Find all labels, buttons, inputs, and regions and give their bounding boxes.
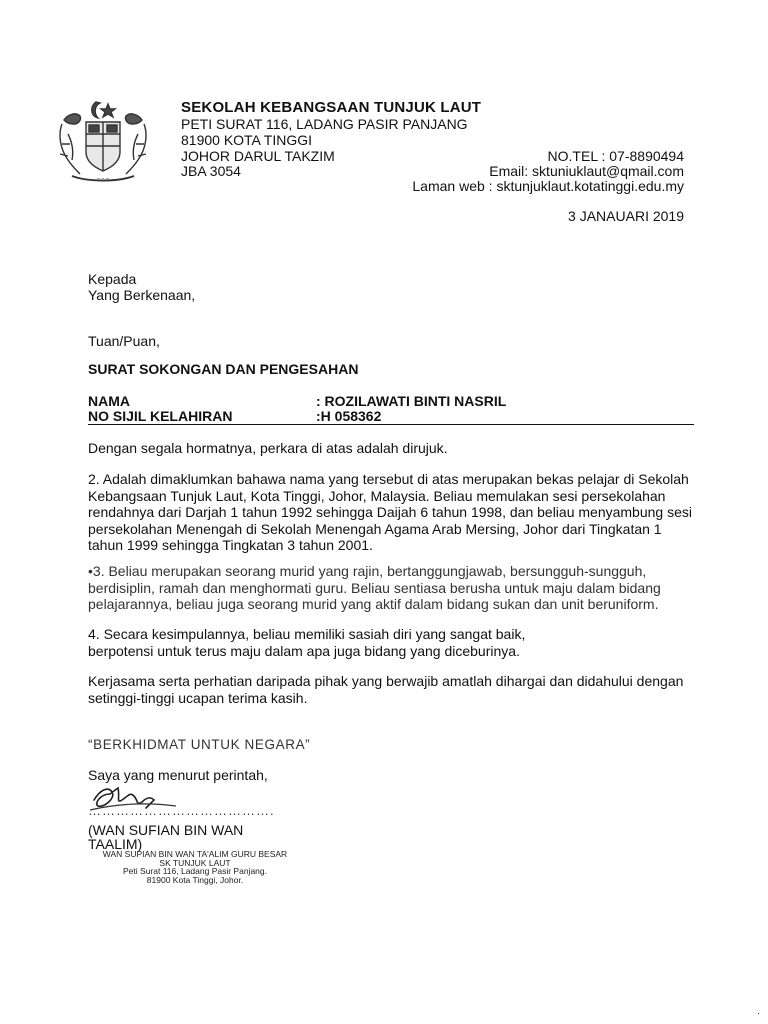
- paragraph-5: Kerjasama serta perhatian daripada pihak yang berwajib amatlah dihargai dan didahului dengan setinggi-tinggi ucapan terima kasih.: [88, 673, 684, 706]
- stamp-line-3: Peti Surat 116, Ladang Pasir Panjang.: [123, 866, 267, 876]
- name-value: : ROZILAWATI BINTI NASRIL: [316, 393, 507, 409]
- paragraph-4: 4. Secara kesimpulannya, beliau memiliki sasiah diri yang sangat baik, berpotensi untuk terus maju dalam apa juga bidang yang diceburinya.: [88, 626, 526, 659]
- paragraph-3: •3. Beliau merupakan seorang murid yang rajin, bertanggungjawab, bersungguh-sungguh, berdisiplin, ramah dan menghormati guru. Beliau sentiasa berusha untuk maju dalam bidang pelajarannya, beliau juga seorang murid yang aktif dalam bidang sukan dan unit beruniform.: [88, 563, 661, 612]
- page-mark: .: [757, 1006, 760, 1017]
- letter-subject: SURAT SOKONGAN DAN PENGESAHAN: [88, 361, 359, 377]
- stamp-line-4: 81900 Kota Tinggi, Johor.: [146, 875, 244, 885]
- website: Laman web : sktunjuklaut.kotatinggi.edu.my: [412, 178, 684, 194]
- paragraph-2: 2. Adalah dimaklumkan bahawa nama yang tersebut di atas merupakan bekas pelajar di Sekolah Kebangsaan Tunjuk Laut, Kota Tinggi, Johor, Malaysia. Beliau memulakan sesi persekolahan rendahnya dari Darjah 1 tahun 1992 sehingga Daijah 6 tahun 1998, dan beliau menyambung sesi persekolahan Menengah di Sekolah Menengah Agama Arab Mersing, Johor dari Tingkatan 1 tahun 1999 sehingga Tingkatan 3 tahun 2001.: [88, 471, 692, 553]
- malaysia-coat-of-arms-icon: [54, 94, 152, 186]
- address-line-2: 81900 KOTA TINGGI: [181, 132, 312, 148]
- address-line-1: PETI SURAT 116, LADANG PASIR PANJANG: [181, 116, 468, 132]
- stamp-line-2: SK TUNJUK LAUT: [159, 858, 231, 868]
- name-label: NAMA: [88, 393, 130, 409]
- paragraph-1: Dengan segala hormatnya, perkara di atas adalah dirujuk.: [88, 440, 448, 456]
- signer-name-line-1: (WAN SUFIAN BIN WAN: [88, 822, 244, 838]
- salutation: Tuan/Puan,: [88, 333, 160, 349]
- school-name: SEKOLAH KEBANGSAAN TUNJUK LAUT: [181, 99, 482, 116]
- recipient-line-2: Yang Berkenaan,: [88, 287, 196, 303]
- motto: “BERKHIDMAT UNTUK NEGARA”: [88, 737, 311, 752]
- sign-off: Saya yang menurut perintah,: [88, 767, 268, 783]
- address-line-4: JBA 3054: [181, 163, 241, 179]
- address-line-3: JOHOR DARUL TAKZIM: [181, 148, 335, 164]
- cert-label: NO SIJIL KELAHIRAN: [88, 408, 233, 424]
- signer-name-line-2: TAALIM): [88, 836, 143, 852]
- divider: [88, 424, 694, 425]
- svg-text:~ ~ ~: ~ ~ ~: [96, 176, 110, 181]
- phone-number: NO.TEL : 07-8890494: [547, 148, 684, 164]
- stamp-line-1: WAN SUPIAN BIN WAN TA'ALIM GURU BESAR: [102, 849, 288, 859]
- recipient-line-1: Kepada: [88, 271, 137, 287]
- cert-value: :H 058362: [316, 408, 382, 424]
- email-address: Email: sktuniuklaut@qmail.com: [489, 163, 684, 179]
- signature-line: ………………………………….: [88, 803, 275, 818]
- letter-date: 3 JANAUARI 2019: [568, 208, 684, 224]
